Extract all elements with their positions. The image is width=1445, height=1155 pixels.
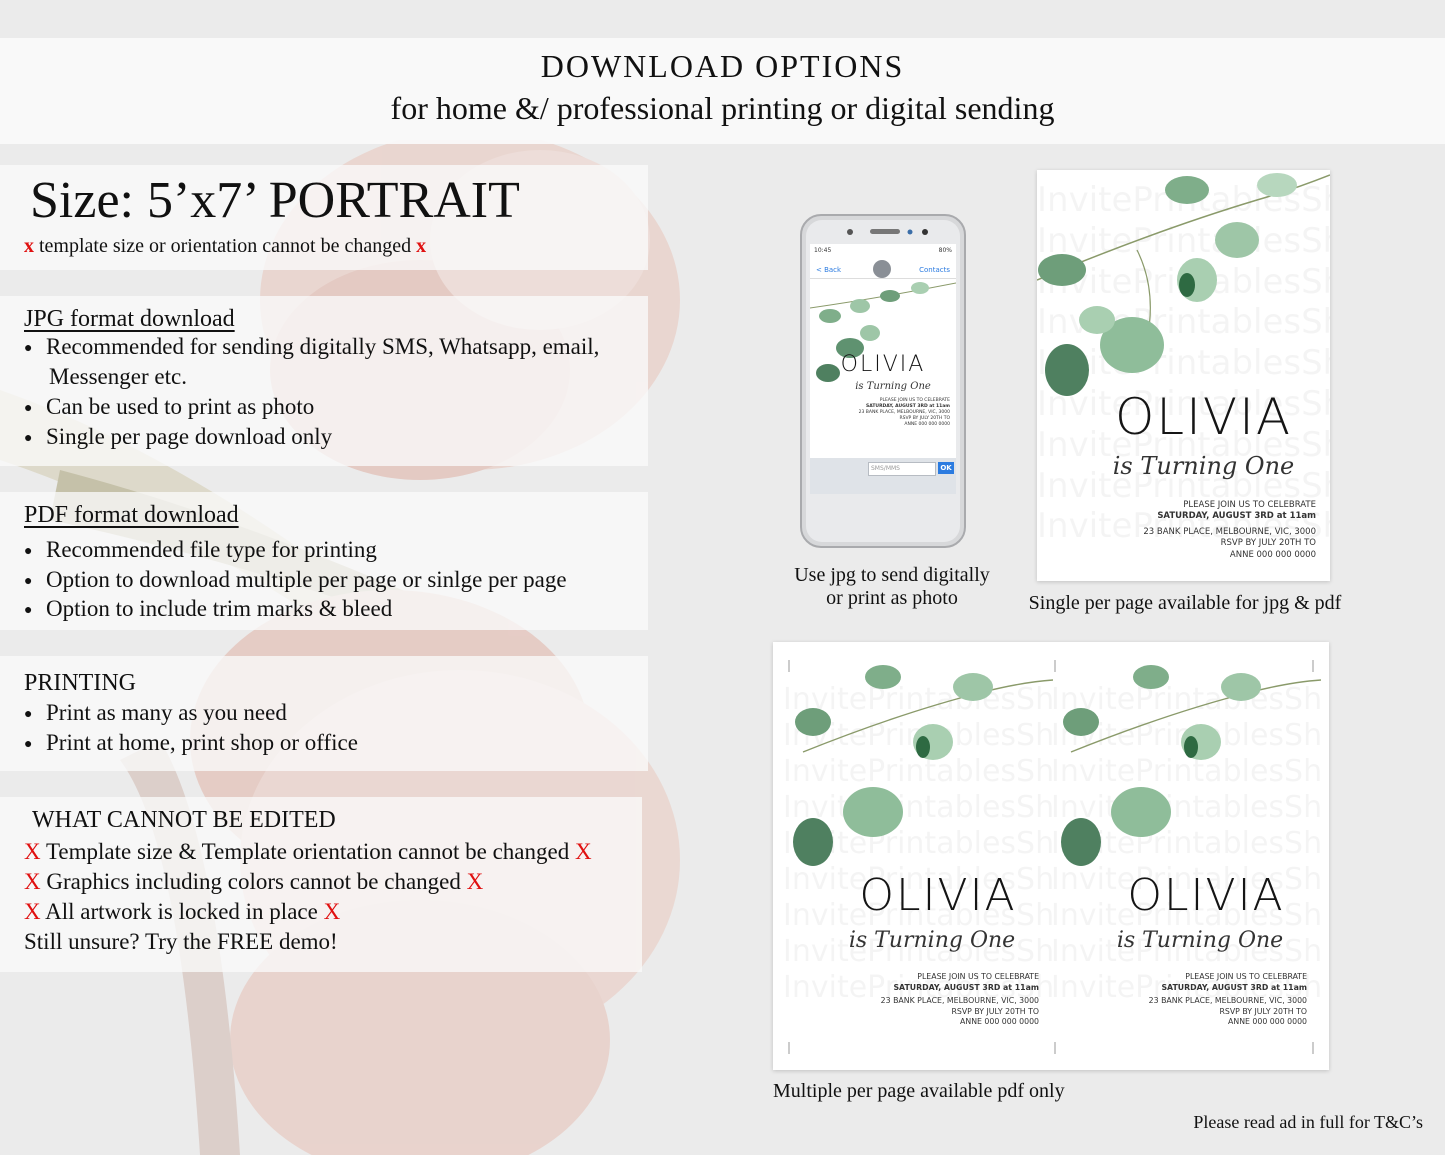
- x-mark-icon: x: [416, 235, 427, 257]
- page-title: DOWNLOAD OPTIONS: [540, 48, 905, 84]
- list-item: ● Single per page download only: [24, 424, 333, 449]
- phone-mockup: [800, 214, 966, 548]
- size-note-text: template size or orientation cannot be changed: [34, 235, 417, 257]
- phone-back-link[interactable]: < Back: [816, 266, 842, 274]
- invite-script: is Turning One: [1112, 452, 1295, 480]
- single-caption: Single per page available for jpg & pdf: [1028, 592, 1342, 614]
- bullet-icon: ●: [24, 736, 33, 752]
- phone-ok-button[interactable]: OK: [938, 462, 954, 474]
- eucalyptus-leaves-art: [810, 278, 956, 398]
- x-mark-icon: X: [323, 899, 341, 924]
- phone-screen: [810, 244, 956, 494]
- contact-avatar-icon: [873, 260, 891, 278]
- x-mark-icon: x: [24, 235, 34, 257]
- list-item: ● Recommended file type for printing: [24, 537, 377, 562]
- phone-contacts-link[interactable]: Contacts: [919, 266, 950, 274]
- size-panel: [0, 165, 648, 270]
- cannot-edit-panel: [0, 797, 642, 972]
- invite-details: PLEASE JOIN US TO CELEBRATE SATURDAY, AUGUST 3RD at 11am 23 BANK PLACE, MELBOURNE, VIC, 3000 RSVP BY JULY 20TH TO ANNE 000 000 0000: [1143, 500, 1316, 560]
- invite-name: OLIVIA: [1127, 870, 1285, 921]
- phone-invite-script: is Turning One: [855, 381, 931, 392]
- demo-note: Still unsure? Try the FREE demo!: [24, 929, 338, 954]
- trim-marks: [773, 642, 1329, 1070]
- list-item: ● Option to download multiple per page or sinlge per page: [24, 567, 567, 592]
- bullet-icon: ●: [24, 543, 33, 559]
- multiple-caption: Multiple per page available pdf only: [773, 1080, 1065, 1102]
- size-note: [24, 235, 426, 258]
- bullet-icon: ●: [24, 706, 33, 722]
- phone-battery: 80%: [938, 247, 952, 254]
- phone-caption: Use jpg to send digitally or print as photo: [794, 564, 990, 609]
- invite-script: is Turning One: [1116, 928, 1284, 953]
- x-mark-icon: X: [24, 899, 41, 924]
- list-item-continuation: Messenger etc.: [49, 364, 187, 389]
- list-item: X Template size & Template orientation cannot be changed X: [24, 839, 592, 864]
- size-title: Size: 5’x7’ PORTRAIT: [30, 172, 520, 229]
- page-subtitle: for home &/ professional printing or digital sending: [390, 90, 1055, 126]
- phone-status-bar: [810, 244, 956, 258]
- invite-details: PLEASE JOIN US TO CELEBRATE SATURDAY, AUGUST 3RD at 11am 23 BANK PLACE, MELBOURNE, VIC, 3000 RSVP BY JULY 20TH TO ANNE 000 000 0000: [1148, 972, 1307, 1027]
- bullet-icon: ●: [24, 340, 33, 356]
- phone-nav-bar: [810, 258, 956, 279]
- phone-compose-bar: [810, 458, 956, 494]
- multiple-invitation-sheet: [773, 642, 1329, 1070]
- eucalyptus-leaves-art: [1037, 170, 1330, 410]
- pdf-panel: [0, 492, 648, 630]
- background-flower-art: [0, 140, 720, 1155]
- x-mark-icon: X: [24, 869, 41, 894]
- printing-panel: [0, 656, 648, 771]
- invite-name: OLIVIA: [1114, 388, 1293, 446]
- x-mark-icon: X: [574, 839, 592, 864]
- printing-heading: PRINTING: [24, 670, 136, 696]
- single-invitation-preview: [1037, 170, 1330, 581]
- terms-footnote: Please read ad in full for T&C’s: [1193, 1112, 1423, 1132]
- phone-message-input[interactable]: SMS/MMS: [868, 462, 936, 476]
- list-item: ● Print at home, print shop or office: [24, 730, 358, 755]
- bullet-icon: ●: [24, 400, 33, 416]
- invite-details: PLEASE JOIN US TO CELEBRATE SATURDAY, AUGUST 3RD at 11am 23 BANK PLACE, MELBOURNE, VIC, 3000 RSVP BY JULY 20TH TO ANNE 000 000 0000: [880, 972, 1039, 1027]
- x-mark-icon: X: [24, 839, 41, 864]
- pdf-heading: PDF format download: [24, 502, 239, 528]
- phone-time: 10:45: [814, 247, 832, 254]
- jpg-panel: [0, 296, 648, 466]
- jpg-heading: JPG format download: [24, 306, 235, 332]
- bullet-icon: ●: [24, 602, 33, 618]
- list-item: ● Option to include trim marks & bleed: [24, 596, 393, 621]
- list-item: ● Can be used to print as photo: [24, 394, 315, 419]
- invite-name: OLIVIA: [859, 870, 1017, 921]
- x-mark-icon: X: [466, 869, 484, 894]
- bullet-icon: ●: [24, 430, 33, 446]
- invite-script: is Turning One: [848, 928, 1016, 953]
- list-item: X Graphics including colors cannot be changed X: [24, 869, 484, 894]
- list-item: ● Print as many as you need: [24, 700, 287, 725]
- header-band: [0, 38, 1445, 144]
- cannot-edit-heading: WHAT CANNOT BE EDITED: [32, 807, 336, 833]
- list-item: X All artwork is locked in place X: [24, 899, 341, 924]
- list-item: ● Recommended for sending digitally SMS, Whatsapp, email,: [24, 334, 600, 359]
- phone-invite-details: PLEASE JOIN US TO CELEBRATE SATURDAY, AUGUST 3RD at 11am 23 BANK PLACE, MELBOURNE, VIC, 3000 RSVP BY JULY 20TH TO ANNE 000 000 0000: [858, 398, 950, 428]
- phone-invite-name: OLIVIA: [840, 352, 926, 377]
- bullet-icon: ●: [24, 573, 33, 589]
